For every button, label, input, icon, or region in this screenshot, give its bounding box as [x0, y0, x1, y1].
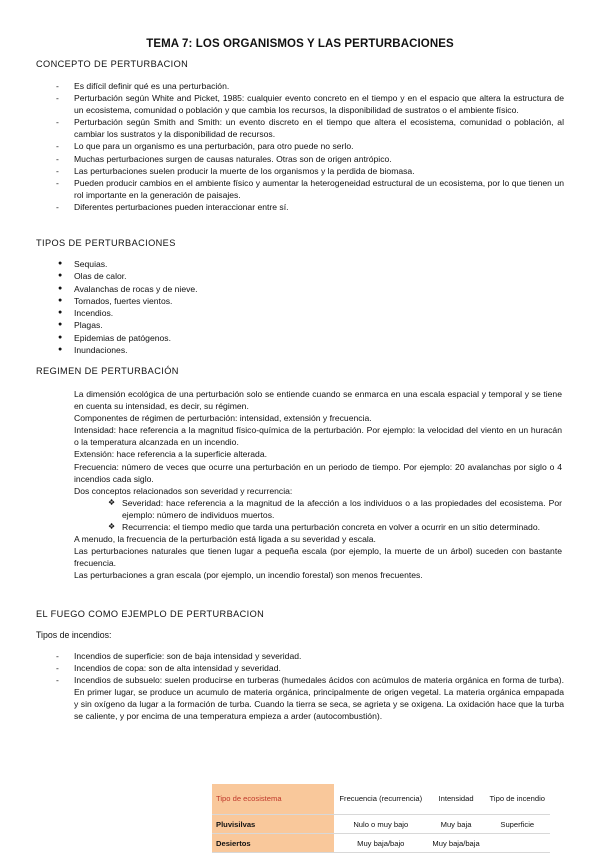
paragraph: Extensión: hace referencia a la superficie alterada. — [74, 449, 267, 460]
paragraph: La dimensión ecológica de una perturbación solo se entiende cuando se enmarca en una escala espacial y temporal y se tiene en cuenta su intensidad, es decir, su régimen. — [74, 389, 562, 412]
page-title: TEMA 7: LOS ORGANISMOS Y LAS PERTURBACIONES — [146, 38, 454, 50]
table-cell: Pluvisilvas — [212, 815, 334, 834]
list-item: ● Incendios. — [58, 307, 198, 319]
table-cell — [485, 834, 550, 853]
table-cell: Desiertos — [212, 834, 334, 853]
paragraph: Dos conceptos relacionados son severidad y recurrencia: — [74, 485, 293, 496]
paragraph: Frecuencia: número de veces que ocurre una perturbación en un periodo de tiempo. Por ejemplo: 20 avalanchas por siglo o 4 incendios cada siglo. — [74, 461, 562, 484]
table-header: Tipo de ecosistema — [212, 784, 334, 815]
table-cell: Muy baja/bajo — [334, 834, 428, 853]
list-item: ❖ Severidad: hace referencia a la magnitud de la afección a los individuos o a las propiedades del ecosistema. Por ejemplo: número de individuos muertos. — [108, 497, 562, 521]
concepts-list — [74, 497, 562, 533]
list-item: - Muchas perturbaciones surgen de causas naturales. Otras son de origen antrópico. — [56, 153, 564, 165]
list-item: - Es difícil definir qué es una perturbación. — [56, 80, 564, 92]
paragraph: Componentes de régimen de perturbación: intensidad, extensión y frecuencia. — [74, 413, 372, 424]
table-cell: Superficie — [485, 815, 550, 834]
list-item: - Lo que para un organismo es una perturbación, para otro puede no serlo. — [56, 140, 564, 152]
list-item: - Incendios de subsuelo: suelen producirse en turberas (humedales ácidos con acúmulos de materia orgánica en forma de turba). En primer lugar, se produce un acumulo de materia orgánica, principalmente de origen vegetal. La materia orgánica empapada y sin oxígeno da lugar a la formación de turba. Cuando la tierra se seca, se agrieta y se oxigena. La oxidación hace que la turba se caliente, y por encima de una temperatura empieza a arder (autocombustión). — [56, 674, 564, 722]
section-heading-tipos: TIPOS DE PERTURBACIONES — [36, 238, 176, 248]
list-item: - Las perturbaciones suelen producir la muerte de los organismos y la perdida de biomasa. — [56, 165, 564, 177]
table-header: Tipo de incendio — [485, 784, 550, 815]
section-heading-regimen: REGIMEN DE PERTURBACIÓN — [36, 366, 179, 376]
table-cell: Muy baja — [428, 815, 485, 834]
list-item: ● Olas de calor. — [58, 270, 198, 282]
list-item: ● Inundaciones. — [58, 344, 198, 356]
tipos-list — [58, 258, 198, 356]
section-heading-concepto: CONCEPTO DE PERTURBACION — [36, 59, 189, 69]
subheading-tipos-incendios: Tipos de incendios: — [36, 630, 112, 640]
list-item: ● Sequias. — [58, 258, 198, 270]
regimen-block — [74, 388, 562, 582]
list-item: ❖ Recurrencia: el tiempo medio que tarda una perturbación concreta en volver a ocurrir en un sitio determinado. — [108, 521, 562, 533]
list-item: - Pueden producir cambios en el ambiente físico y aumentar la heterogeneidad estructural de un ecosistema, por lo que tienen un rol importante en la generación de paisajes. — [56, 177, 564, 201]
table-cell: Muy baja/baja — [428, 834, 485, 853]
paragraph: Las perturbaciones a gran escala (por ejemplo, un incendio forestal) son menos frecuentes. — [74, 570, 423, 581]
table-header-row — [212, 784, 550, 815]
list-item: ● Epidemias de patógenos. — [58, 332, 198, 344]
list-item: - Perturbación según Smith and Smith: un evento discreto en el tiempo que altera el ecosistema, comunidad o población, al cambiar los sustratos y la disponibilidad de recursos. — [56, 116, 564, 140]
paragraph: Las perturbaciones naturales que tienen lugar a pequeña escala (por ejemplo, la muerte de un árbol) suceden con bastante frecuencia. — [74, 546, 562, 569]
incendios-table — [212, 784, 550, 853]
concepto-list — [56, 80, 564, 213]
table-cell: Nulo o muy bajo — [334, 815, 428, 834]
list-item: - Diferentes perturbaciones pueden interaccionar entre sí. — [56, 201, 564, 213]
paragraph: Intensidad: hace referencia a la magnitud físico-química de la perturbación. Por ejemplo: la velocidad del viento en un huracán o la temperatura alcanzada en un incendio. — [74, 425, 562, 448]
paragraph: A menudo, la frecuencia de la perturbación está ligada a su severidad y escala. — [74, 534, 376, 545]
list-item: ● Tornados, fuertes vientos. — [58, 295, 198, 307]
list-item: - Incendios de superficie: son de baja intensidad y severidad. — [56, 650, 564, 662]
table-header: Frecuencia (recurrencia) — [334, 784, 428, 815]
section-heading-fuego: EL FUEGO COMO EJEMPLO DE PERTURBACION — [36, 609, 265, 619]
incendios-list — [56, 650, 564, 723]
list-item: ● Avalanchas de rocas y de nieve. — [58, 283, 198, 295]
table-row — [212, 815, 550, 834]
list-item: - Perturbación según White and Picket, 1985: cualquier evento concreto en el tiempo y en el espacio que altera la estructura de un ecosistema, comunidad o población y que cambia los recursos, la disponibilidad de sustratos o el ambiente físico. — [56, 92, 564, 116]
table-header: Intensidad — [428, 784, 485, 815]
table-row — [212, 834, 550, 853]
list-item: - Incendios de copa: son de alta intensidad y severidad. — [56, 662, 564, 674]
list-item: ● Plagas. — [58, 319, 198, 331]
